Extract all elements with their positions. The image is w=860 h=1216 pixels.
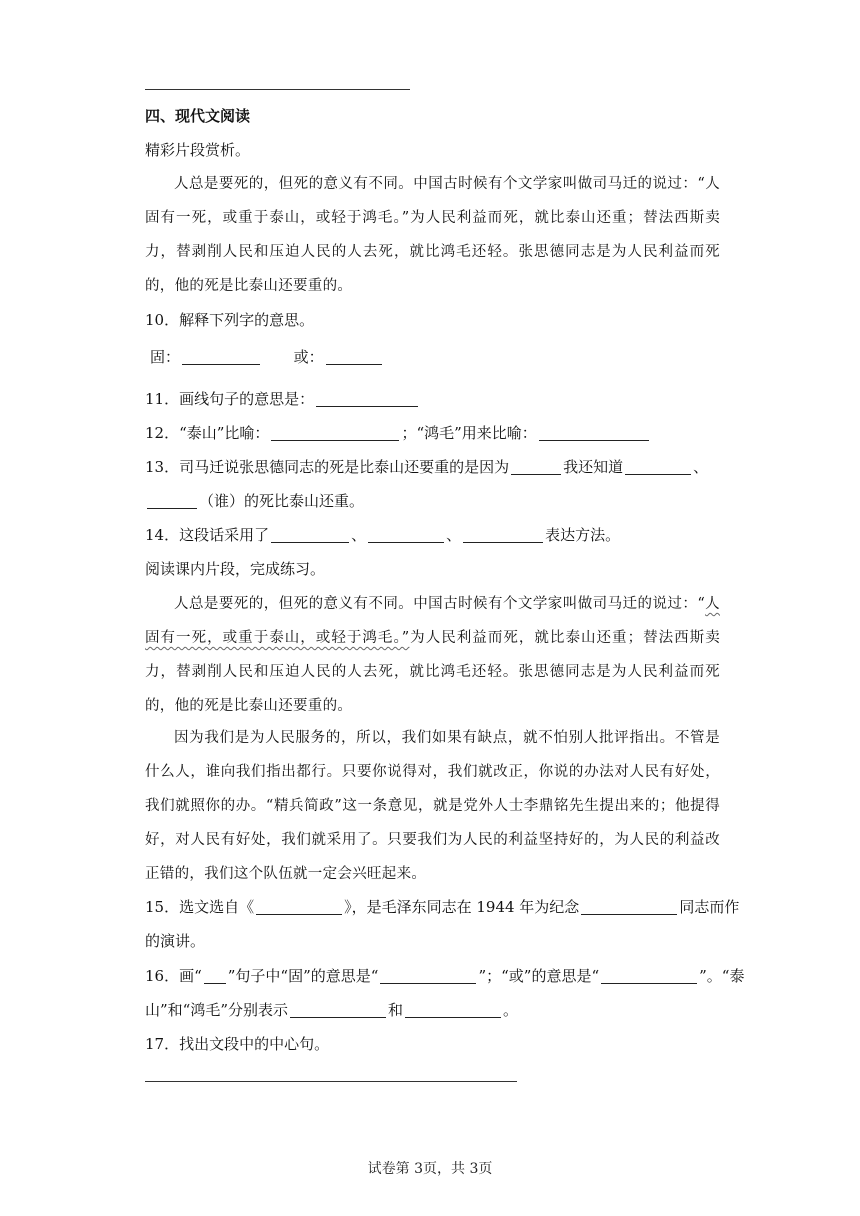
passage-2-underlined-sentence: 人固有一死，或重于泰山，或轻于鸿毛。” xyxy=(145,596,720,646)
underline-sample xyxy=(204,965,226,984)
answer-line-bottom[interactable] xyxy=(145,1081,517,1082)
method-blank-2[interactable] xyxy=(368,524,444,543)
huo-blank[interactable] xyxy=(326,346,382,365)
question-15-part-c: 同志而作 xyxy=(679,898,740,916)
intro-text-1: 精彩片段赏析。 xyxy=(145,141,251,159)
passage-3: 因为我们是为人民服务的，所以，我们如果有缺点，就不怕别人批评指出。不管是什么人，谁向我们指出都行。只要你说得对，我们就改正，你说的办法对人民有好处，我们就照你的办。“精兵简政”这一条意见，就是党外人士李鼎铭先生提出来的；他提得好，对人民有好处，我们就采用了。只要我们为人民的利益坚持好的，为人民的利益改正错的，我们这个队伍就一定会兴旺起来。 xyxy=(145,730,720,882)
gu-label: 固： xyxy=(150,348,181,366)
question-10-answer-line xyxy=(150,340,725,374)
question-16-part-d: ”。“泰 xyxy=(699,967,745,985)
gu-blank[interactable] xyxy=(182,346,260,365)
question-13-part-a: 13．司马迁说张思德同志的死是比泰山还要重的是因为 xyxy=(145,458,510,476)
taishan-blank[interactable] xyxy=(271,422,399,441)
question-14 xyxy=(145,518,720,552)
question-14-sep-1: 、 xyxy=(351,526,367,544)
question-12-part-a: 12．“泰山”比喻： xyxy=(145,424,270,442)
question-13-part-c: 、 xyxy=(693,458,709,476)
question-16-part-f: 和 xyxy=(388,1001,404,1019)
huo-meaning-blank[interactable] xyxy=(601,965,697,984)
passage-2-before: 人总是要死的，但死的意义有不同。中国古时候有个文学家叫做司马迁的说过：“ xyxy=(174,596,706,612)
question-16-part-g: 。 xyxy=(503,1001,519,1019)
question-13-line-2 xyxy=(145,484,720,518)
taishan-meaning-blank[interactable] xyxy=(290,999,386,1018)
section-title: 四、现代文阅读 xyxy=(145,107,251,125)
question-16-part-c: ”；“或”的意思是“ xyxy=(478,967,600,985)
question-10: 10．解释下列字的意思。 xyxy=(145,311,315,329)
question-16-part-b: ”句子中“固”的意思是“ xyxy=(227,967,379,985)
question-14-sep-2: 、 xyxy=(446,526,462,544)
question-12-sep: ；“鸿毛”用来比喻： xyxy=(401,424,537,442)
page-footer: 试卷第 3页，共 3页 xyxy=(367,1161,493,1177)
question-15 xyxy=(145,890,740,924)
passage-2-after: 为人民利益而死，就比泰山还重；替法西斯卖力，替剥削人民和压迫人民的人去死，就比鸿毛还轻。张思德同志是为人民利益而死的，他的死是比泰山还要重的。 xyxy=(145,630,721,714)
person-blank-1[interactable] xyxy=(625,456,691,475)
question-11 xyxy=(145,382,720,416)
question-13-part-d: （谁）的死比泰山还重。 xyxy=(199,492,365,510)
question-13-part-b: 我还知道 xyxy=(563,458,624,476)
hongmao-meaning-blank[interactable] xyxy=(405,999,501,1018)
question-16 xyxy=(145,959,745,993)
person-blank-2[interactable] xyxy=(147,490,197,509)
question-13 xyxy=(145,450,720,484)
question-16-part-a: 16．画“ xyxy=(145,967,202,985)
intro-text-2: 阅读课内片段，完成练习。 xyxy=(145,560,326,578)
question-11-blank[interactable] xyxy=(316,388,418,407)
question-16-part-e: 山”和“鸿毛”分别表示 xyxy=(145,1001,289,1019)
passage-1: 人总是要死的，但死的意义有不同。中国古时候有个文学家叫做司马迁的说过：“人固有一死，或重于泰山，或轻于鸿毛。”为人民利益而死，就比泰山还重；替法西斯卖力，替剥削人民和压迫人民的人去死，就比鸿毛还轻。张思德同志是为人民利益而死的，他的死是比泰山还要重的。 xyxy=(145,176,720,294)
answer-line-top xyxy=(145,89,410,90)
hongmao-blank[interactable] xyxy=(539,422,649,441)
question-11-text: 11．画线句子的意思是： xyxy=(145,390,315,408)
question-17: 17．找出文段中的中心句。 xyxy=(145,1035,330,1053)
question-15-line-2: 的演讲。 xyxy=(145,932,206,950)
question-12 xyxy=(145,416,720,450)
huo-label: 或： xyxy=(293,348,324,366)
method-blank-3[interactable] xyxy=(463,524,543,543)
question-15-part-a: 15．选文选自《 xyxy=(145,898,255,916)
comrade-blank[interactable] xyxy=(581,896,677,915)
question-15-part-b: 》，是毛泽东同志在 1944 年为纪念 xyxy=(344,898,580,916)
question-14-end: 表达方法。 xyxy=(545,526,621,544)
reason-blank[interactable] xyxy=(511,456,561,475)
gu-meaning-blank[interactable] xyxy=(380,965,476,984)
question-16-line-2 xyxy=(145,993,720,1027)
question-14-part-a: 14．这段话采用了 xyxy=(145,526,270,544)
passage-2 xyxy=(145,587,720,723)
method-blank-1[interactable] xyxy=(271,524,349,543)
source-blank[interactable] xyxy=(256,896,342,915)
